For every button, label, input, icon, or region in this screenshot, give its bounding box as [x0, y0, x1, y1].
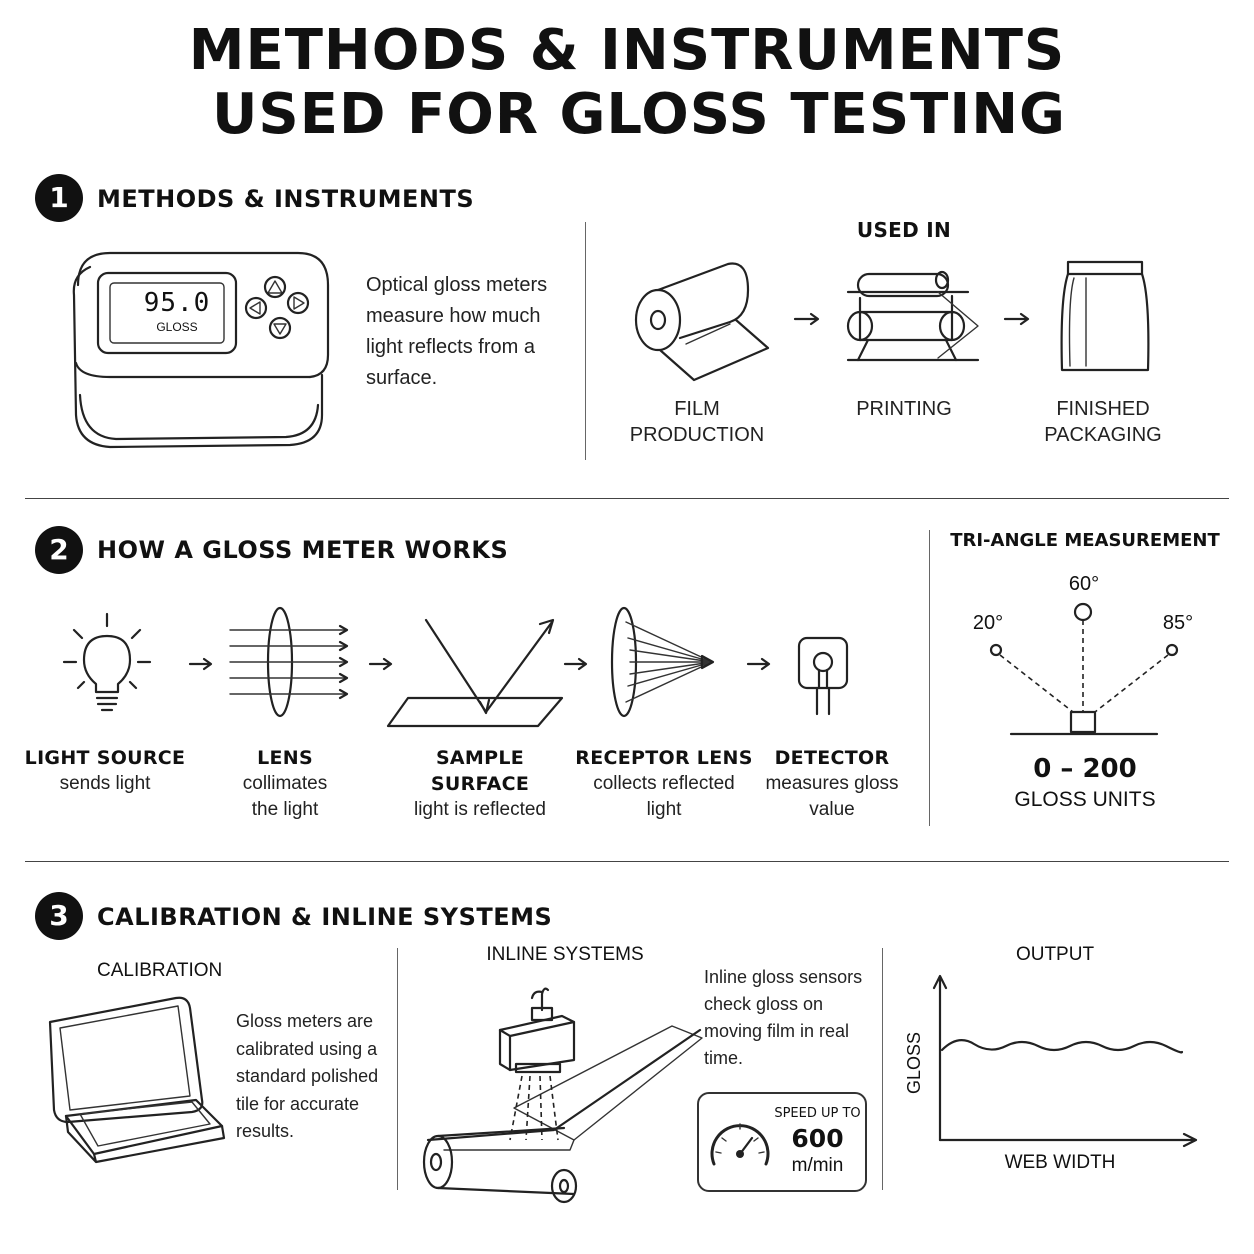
step-name: RECEPTOR LENS [575, 747, 753, 769]
angle-20-label: 20° [972, 612, 1004, 634]
output-heading: OUTPUT [1015, 944, 1095, 965]
section-1-description: Optical gloss meters measure how much light reflects from a surface. [366, 274, 548, 389]
section-1-badge: 1 [35, 174, 83, 222]
section-1-heading: METHODS & INSTRUMENTS [97, 185, 475, 213]
arrow-icon [1003, 312, 1033, 326]
arrow-icon [188, 657, 216, 671]
output-chart [900, 970, 1205, 1150]
step-desc: sends light [59, 773, 151, 794]
output-x-label: WEB WIDTH [1004, 1152, 1116, 1173]
step-desc: value [809, 799, 855, 820]
used-in-label: PRINTING [856, 398, 952, 420]
arrow-icon [563, 657, 591, 671]
speed-label: SPEED UP TO [774, 1106, 861, 1121]
step-sample-surface [385, 745, 575, 823]
section-3-divider [882, 948, 883, 1190]
step-light-source [15, 745, 195, 797]
inline-systems-heading: INLINE SYSTEMS [486, 944, 644, 965]
used-in-label: FINISHED [1056, 398, 1150, 420]
step-desc: measures gloss [765, 773, 899, 794]
step-detector [752, 745, 912, 823]
lens-icon [228, 606, 353, 721]
calibration-description: Gloss meters are calibrated using a standard polished tile for accurate results. [236, 1011, 379, 1141]
light-bulb-icon [60, 612, 155, 717]
used-in-label: PRODUCTION [629, 424, 765, 446]
calibration-heading: CALIBRATION [97, 960, 223, 981]
used-in-label: FILM [674, 398, 720, 420]
step-name: DETECTOR [774, 747, 890, 769]
detector-icon [795, 636, 855, 718]
section-2-badge: 2 [35, 526, 83, 574]
speedometer-icon [708, 1116, 772, 1172]
film-roll-icon [630, 260, 780, 390]
step-name: LIGHT SOURCE [24, 747, 186, 769]
step-receptor-lens [575, 745, 753, 823]
page-title-line-1: METHODS & INSTRUMENTS [188, 18, 1066, 83]
section-divider [25, 498, 1229, 499]
gloss-range: 0 – 200 [1033, 754, 1137, 784]
used-in-film-production [622, 396, 772, 448]
sample-surface-icon [386, 616, 566, 731]
gloss-meter-icon [60, 245, 340, 455]
gloss-units-label: GLOSS UNITS [1014, 788, 1156, 811]
section-3-badge: 3 [35, 892, 83, 940]
printing-press-icon [838, 268, 983, 368]
step-desc: light is reflected [413, 799, 546, 820]
speed-value: 600 [791, 1124, 844, 1153]
arrow-icon [746, 657, 774, 671]
calibration-tile-case-icon [46, 992, 226, 1162]
meter-label: GLOSS [156, 320, 198, 334]
used-in-heading: USED IN [856, 218, 952, 242]
section-3-heading: CALIBRATION & INLINE SYSTEMS [97, 903, 553, 931]
step-desc: the light [251, 799, 319, 820]
used-in-label: PACKAGING [1044, 424, 1162, 446]
section-divider [25, 861, 1229, 862]
used-in-printing [829, 396, 979, 422]
step-desc: collimates [242, 773, 328, 794]
meter-reading: 95.0 [143, 288, 211, 318]
section-1-divider [585, 222, 586, 460]
arrow-icon [793, 312, 823, 326]
output-y-label: GLOSS [904, 1031, 924, 1094]
tri-angle-heading: TRI-ANGLE MEASUREMENT [950, 530, 1220, 551]
receptor-lens-icon [604, 606, 724, 721]
section-2-divider [929, 530, 930, 826]
section-2-heading: HOW A GLOSS METER WORKS [97, 536, 509, 564]
section-3-divider [397, 948, 398, 1190]
angle-85-label: 85° [1162, 612, 1194, 634]
tri-angle-diagram [985, 600, 1175, 740]
packaging-bag-icon [1056, 258, 1156, 376]
speed-unit: m/min [791, 1155, 844, 1176]
inline-description: Inline gloss sensors check gloss on moving film in real time. [704, 967, 863, 1068]
step-desc: collects reflected [593, 773, 735, 794]
inline-sensor-icon [414, 990, 694, 1210]
gloss-profile-line [942, 1040, 1182, 1052]
step-lens [195, 745, 375, 823]
angle-60-label: 60° [1068, 573, 1100, 595]
step-name: LENS [257, 747, 313, 769]
used-in-finished-packaging [1028, 396, 1178, 448]
step-name: SAMPLE SURFACE [430, 747, 530, 795]
page-title-line-2: USED FOR GLOSS TESTING [211, 82, 1067, 147]
step-desc: light [646, 799, 682, 820]
